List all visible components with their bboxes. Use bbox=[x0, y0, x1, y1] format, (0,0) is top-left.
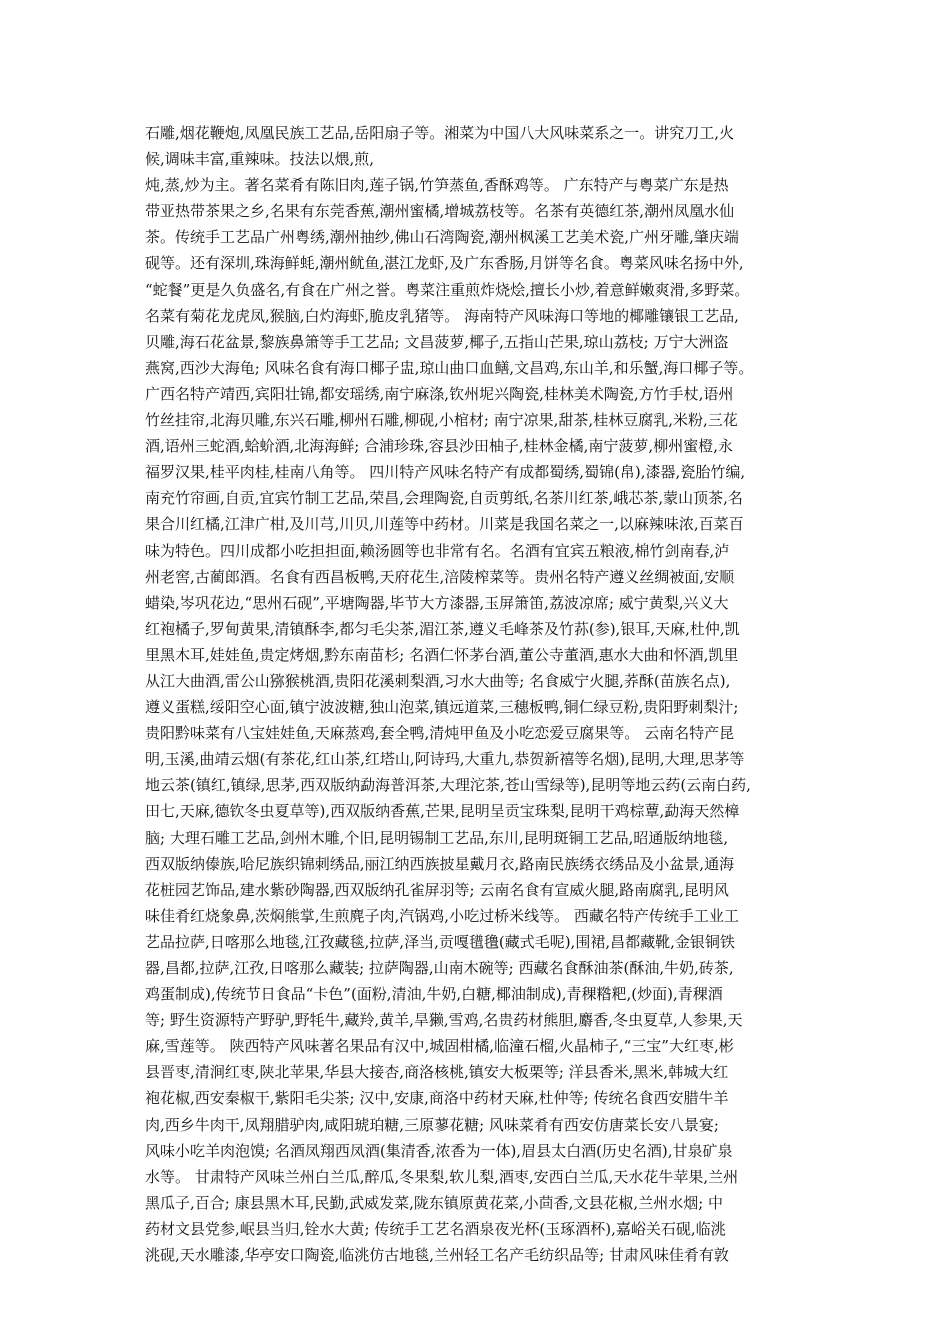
text-line: 广西名特产靖西,宾阳壮锦,都安瑶绣,南宁麻涤,钦州坭兴陶瓷,桂林美术陶瓷,方竹手杖,语州 bbox=[145, 384, 734, 403]
text-line: 贝雕,海石花盆景,黎族鼻箫等手工艺品; 文昌菠萝,椰子,五指山芒果,琼山荔枝; 万宁大洲盗 bbox=[145, 332, 729, 351]
text-line: 药材文县党参,岷县当归,铨水大黄; 传统手工艺名酒泉夜光杯(玉琢酒杯),嘉峪关石砚,临洮 bbox=[145, 1219, 726, 1238]
text-line: 从江大曲酒,雷公山猕猴桃酒,贵阳花溪刺梨酒,习水大曲等; 名食威宁火腿,荞酥(苗族名点), bbox=[145, 671, 731, 690]
text-line: 名菜有菊花龙虎凤,猴脑,白灼海虾,脆皮乳猪等。 海南特产风味海口等地的椰雕镶银工艺品, bbox=[145, 306, 739, 325]
text-line: 水等。 甘肃特产风味兰州白兰瓜,醉瓜,冬果梨,软儿梨,酒枣,安西白兰瓜,天水花牛苹果,兰州 bbox=[145, 1167, 739, 1186]
text-line: 蜡染,岑巩花边,“思州石砚”,平塘陶器,毕节大方漆器,玉屏箫笛,荔波凉席; 威宁黄梨,兴义大 bbox=[145, 593, 729, 612]
text-line: 茶。传统手工艺品广州粤绣,潮州抽纱,佛山石湾陶瓷,潮州枫溪工艺美术瓷,广州牙雕,肇庆端 bbox=[145, 228, 739, 247]
text-line: 砚等。还有深圳,珠海鲜蚝,潮州鱿鱼,湛江龙虾,及广东香肠,月饼等名食。粤菜风味名扬中外, bbox=[145, 254, 744, 273]
text-line: 黑瓜子,百合; 康县黑木耳,民勤,武威发菜,陇东镇原黄花菜,小茴香,文县花椒,兰州水烟; 中 bbox=[145, 1193, 724, 1212]
text-line: 脑; 大理石雕工艺品,剑州木雕,个旧,昆明锡制工艺品,东川,昆明斑铜工艺品,昭通版纳地毯, bbox=[145, 828, 729, 847]
text-line: 味为特色。四川成都小吃担担面,赖汤圆等也非常有名。名酒有宜宾五粮液,棉竹剑南春,泸 bbox=[145, 541, 730, 560]
text-line: 州老窖,古蔺郎酒。名食有西昌板鸭,天府花生,涪陵榨菜等。贵州名特产遵义丝绸被面,安顺 bbox=[145, 567, 735, 586]
text-line: 洮砚,天水雕漆,华亭安口陶瓷,临洮仿古地毯,兰州轻工名产毛纺织品等; 甘肃风味佳肴有敦 bbox=[145, 1246, 729, 1265]
text-line: 味佳肴红烧象鼻,茨焖熊掌,生煎麂子肉,汽锅鸡,小吃过桥米线等。 西藏名特产传统手工业工 bbox=[145, 906, 739, 925]
text-line: 竹丝挂帘,北海贝雕,东兴石雕,柳州石雕,柳砚,小棺材; 南宁凉果,甜茶,桂林豆腐乳,米粉,三花 bbox=[145, 411, 738, 430]
text-line: 明,玉溪,曲靖云烟(有茶花,红山茶,红塔山,阿诗玛,大重九,恭贺新禧等名烟),昆明,大理,思茅等 bbox=[145, 750, 745, 769]
text-line: 器,昌都,拉萨,江孜,日喀那么藏装; 拉萨陶器,山南木碗等; 西藏名食酥油茶(酥油,牛奶,砖茶, bbox=[145, 959, 734, 977]
text-line: 酒,语州三蛇酒,蛤蚧酒,北海海鲜; 合浦珍珠,容县沙田柚子,桂林金橘,南宁菠萝,柳州蜜橙,永 bbox=[145, 437, 733, 456]
text-line: 候,调味丰富,重辣味。技法以煨,煎, bbox=[145, 150, 375, 169]
text-line: 石雕,烟花鞭炮,凤凰民族工艺品,岳阳扇子等。湘菜为中国八大风味菜系之一。讲究刀工,火 bbox=[145, 124, 735, 142]
text-line: 西双版纳傣族,哈尼族织锦刺绣品,丽江纳西族披星戴月衣,路南民族绣衣绣品及小盆景,通海 bbox=[145, 854, 735, 873]
text-line: 艺品拉萨,日喀那么地毯,江孜藏毯,拉萨,泽当,贡嘎氆氇(藏式毛呢),围裙,昌都藏靴,金银铜铁 bbox=[145, 932, 735, 951]
body-text bbox=[145, 120, 808, 1268]
text-line: 袍花椒,西安秦椒干,紫阳毛尖茶; 汉中,安康,商洛中药材天麻,杜仲等; 传统名食西安腊牛羊 bbox=[145, 1089, 729, 1108]
text-line: 田七,天麻,德钦冬虫夏草等),西双版纳香蕉,芒果,昆明呈贡宝珠梨,昆明干鸡棕蕈,勐海天然樟 bbox=[145, 802, 740, 821]
text-line: 福罗汉果,桂平肉桂,桂南八角等。 四川特产风味名特产有成都蜀绣,蜀锦(帛),漆器,瓷胎竹编, bbox=[145, 463, 746, 482]
text-line: 果合川红橘,江津广柑,及川芎,川贝,川莲等中药材。川菜是我国名菜之一,以麻辣味浓,百菜百 bbox=[145, 515, 744, 534]
text-line: 等; 野生资源特产野驴,野牦牛,藏羚,黄羊,旱獭,雪鸡,名贵药材熊胆,麝香,冬虫夏草,人参果,天 bbox=[145, 1011, 743, 1030]
text-line: 红袍橘子,罗甸黄果,清镇酥李,都匀毛尖茶,湄江茶,遵义毛峰茶及竹荪(参),银耳,天麻,杜仲,凯 bbox=[145, 619, 740, 638]
text-line: 地云茶(镇红,镇绿,思茅,西双版纳勐海普洱茶,大理沱茶,苍山雪绿等),昆明等地云药(云南白药, bbox=[145, 776, 751, 795]
text-line: “蛇餐”更是久负盛名,有食在广州之誉。粤菜注重煎炸烧烩,擅长小炒,着意鲜嫩爽滑,多野菜。 bbox=[145, 280, 750, 299]
text-line: 肉,西乡牛肉干,凤翔腊驴肉,咸阳琥珀糖,三原蓼花糖; 风味菜肴有西安仿唐菜长安八景宴; bbox=[145, 1115, 719, 1134]
text-line: 贵阳黔味菜有八宝娃娃鱼,天麻蒸鸡,套全鸭,清炖甲鱼及小吃恋爱豆腐果等。 云南名特产昆 bbox=[145, 724, 735, 743]
text-line: 里黑木耳,娃娃鱼,贵定烤烟,黔东南苗杉; 名酒仁怀茅台酒,董公寺董酒,惠水大曲和怀酒,凯里 bbox=[145, 645, 739, 664]
text-line: 带亚热带茶果之乡,名果有东莞香蕉,潮州蜜橘,增城荔枝等。名茶有英德红茶,潮州凤凰水仙 bbox=[145, 202, 735, 221]
text-line: 鸡蛋制成),传统节日食品“卡色”(面粉,清油,牛奶,白糖,椰油制成),青稞糌粑,(炒面),青稞酒 bbox=[145, 985, 723, 1004]
text-line: 南充竹帘画,自贡,宜宾竹制工艺品,荣昌,会理陶瓷,自贡剪纸,名茶川红茶,峨芯茶,蒙山顶茶,名 bbox=[145, 489, 743, 508]
text-line: 炖,蒸,炒为主。著名菜肴有陈旧肉,莲子锅,竹笋蒸鱼,香酥鸡等。 广东特产与粤菜广东是热 bbox=[145, 176, 729, 195]
text-line: 花桩园艺饰品,建水紫砂陶器,西双版纳孔雀屏羽等; 云南名食有宣威火腿,路南腐乳,昆明风 bbox=[145, 880, 729, 899]
text-line: 遵义蛋糕,绥阳空心面,镇宁波波糖,独山泡菜,镇远道菜,三穗板鸭,铜仁绿豆粉,贵阳野刺梨汁; bbox=[145, 698, 739, 717]
text-line: 麻,雪莲等。 陕西特产风味著名果品有汉中,城固柑橘,临潼石榴,火晶柿子,“三宝”大红枣,彬 bbox=[145, 1037, 734, 1056]
text-line: 风味小吃羊肉泡馍; 名酒凤翔西凤酒(集清香,浓香为一体),眉县太白酒(历史名酒),甘泉矿泉 bbox=[145, 1141, 733, 1160]
text-line: 县晋枣,清涧红枣,陕北苹果,华县大接杏,商洛核桃,镇安大板栗等; 洋县香米,黑米,韩城大红 bbox=[145, 1063, 729, 1082]
text-line: 燕窝,西沙大海龟; 风味名食有海口椰子盅,琼山曲口血鳝,文昌鸡,东山羊,和乐蟹,海口椰子等。 bbox=[145, 358, 754, 377]
